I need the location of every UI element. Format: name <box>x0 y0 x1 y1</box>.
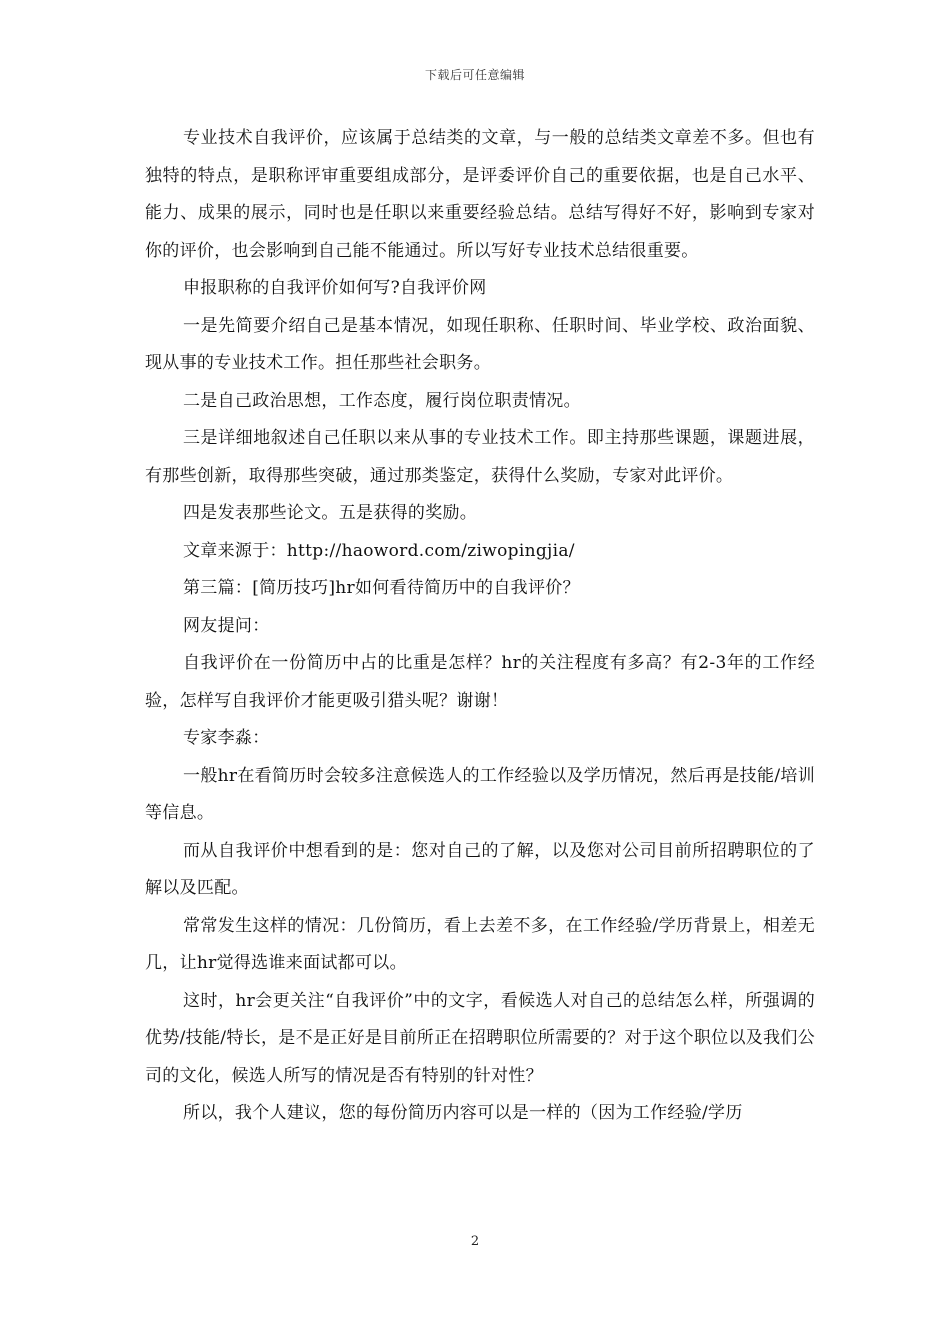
page-number: 2 <box>470 1234 480 1249</box>
question-label: 网友提问： <box>183 615 270 636</box>
section-title: 第三篇：[简历技巧]hr如何看待简历中的自我评价？ <box>183 578 580 598</box>
question-text: 自我评价在一份简历中占的比重是怎样？hr的关注程度有多高？有2-3年的工作经验，怎样写自我评价才能更吸引猎头呢？谢谢！ <box>145 653 815 711</box>
paragraph-2: 申报职称的自我评价如何写?自我评价网 <box>183 278 487 298</box>
page-header: 下载后可任意编辑 <box>424 68 525 82</box>
source-link-paragraph: 文章来源于：http://haoword.com/ziwopingjia/ <box>183 540 575 561</box>
answer-paragraph-2: 而从自我评价中想看到的是：您对自己的了解，以及您对公司目前所招聘职位的了解以及匹配。 <box>145 840 815 898</box>
answer-paragraph-4: 这时，hr会更关注“自我评价”中的文字，看候选人对自己的总结怎么样，所强调的优势/技能/特长，是不是正好是目前所正在招聘职位所需要的？对于这个职位以及我们公司的文化，候选人所写的情况是否有特别的针对性？ <box>145 990 815 1086</box>
paragraph-5: 三是详细地叙述自己任职以来从事的专业技术工作。即主持那些课题，课题进展，有那些创新，取得那些突破，通过那类鉴定，获得什么奖励，专家对此评价。 <box>145 428 815 486</box>
paragraph-4: 二是自己政治思想，工作态度，履行岗位职责情况。 <box>183 390 581 411</box>
answer-paragraph-5: 所以，我个人建议，您的每份简历内容可以是一样的（因为工作经验/学历 <box>183 1103 743 1123</box>
document-body <box>145 120 815 1133</box>
expert-label: 专家李淼： <box>183 728 270 748</box>
answer-paragraph-1: 一般hr在看简历时会较多注意候选人的工作经验以及学历情况，然后再是技能/培训等信息。 <box>145 765 815 823</box>
paragraph-1: 专业技术自我评价，应该属于总结类的文章，与一般的总结类文章差不多。但也有独特的特点，是职称评审重要组成部分，是评委评价自己的重要依据，也是自己水平、能力、成果的展示，同时也是任职以来重要经验总结。总结写得好不好，影响到专家对你的评价，也会影响到自己能不能通过。所以写好专业技术总结很重要。 <box>145 128 815 261</box>
paragraph-3: 一是先简要介绍自己是基本情况，如现任职称、任职时间、毕业学校、政治面貌、现从事的专业技术工作。担任那些社会职务。 <box>145 315 815 373</box>
paragraph-6: 四是发表那些论文。五是获得的奖励。 <box>183 503 478 523</box>
answer-paragraph-3: 常常发生这样的情况：几份简历，看上去差不多，在工作经验/学历背景上，相差无几，让hr觉得选谁来面试都可以。 <box>145 915 815 973</box>
